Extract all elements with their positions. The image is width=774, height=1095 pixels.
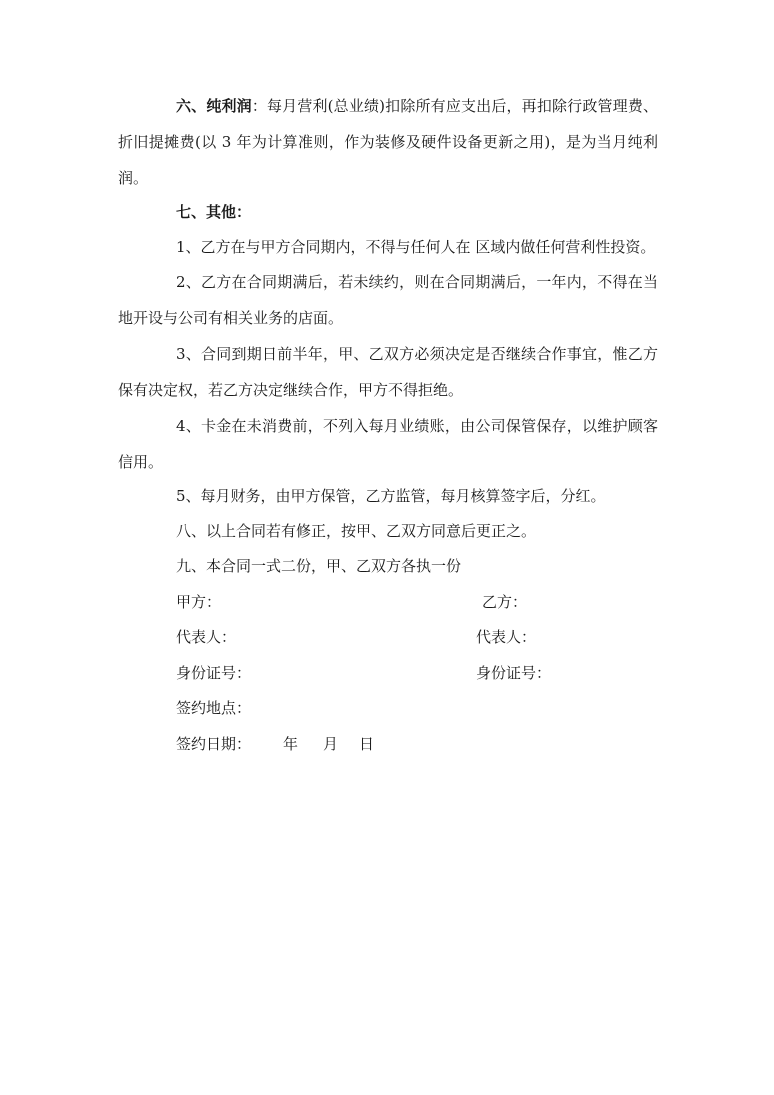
party-a-label: 甲方：	[176, 593, 222, 611]
date-day: 日	[359, 735, 375, 753]
representative-a-label: 代表人：	[176, 628, 237, 646]
id-number-b-label: 身份证号：	[476, 664, 552, 682]
section-6-heading: 六、纯利润	[176, 97, 252, 115]
section-7-heading: 七、其他：	[176, 203, 252, 221]
date-month: 月	[323, 735, 339, 753]
section-7-item-5: 5、每月财务，由甲方保管，乙方监管，每月核算签字后，分红。	[176, 487, 606, 505]
section-6-paragraph	[118, 88, 658, 196]
section-7-item-2: 2、乙方在合同期满后，若未续约，则在合同期满后，一年内，不得在当地开设与公司有相关业务的店面。	[118, 273, 658, 327]
section-7-item-1: 1、乙方在与甲方合同期内，不得与任何人在 区域内做任何营利性投资。	[176, 238, 656, 256]
section-9-text: 九、本合同一式二份，甲、乙双方各执一份	[176, 557, 462, 575]
signing-place-label: 签约地点：	[176, 699, 252, 717]
section-7-item-3: 3、合同到期日前半年，甲、乙双方必须决定是否继续合作事宜，惟乙方保有决定权，若乙方决定继续合作，甲方不得拒绝。	[118, 345, 658, 399]
section-8-text: 八、以上合同若有修正，按甲、乙双方同意后更正之。	[176, 522, 537, 540]
id-number-a-label: 身份证号：	[176, 664, 252, 682]
date-year: 年	[283, 735, 299, 753]
party-b-label: 乙方：	[482, 593, 528, 611]
section-7-item-4: 4、卡金在未消费前，不列入每月业绩账，由公司保管保存，以维护顾客信用。	[118, 417, 658, 471]
signing-date-label: 签约日期：	[176, 735, 252, 753]
section-6-text: ：每月营利(总业绩)扣除所有应支出后，再扣除行政管理费、折旧提摊费(以 3 年为计算准则，作为装修及硬件设备更新之用)，是为当月纯利润。	[118, 97, 658, 187]
representative-b-label: 代表人：	[476, 628, 537, 646]
